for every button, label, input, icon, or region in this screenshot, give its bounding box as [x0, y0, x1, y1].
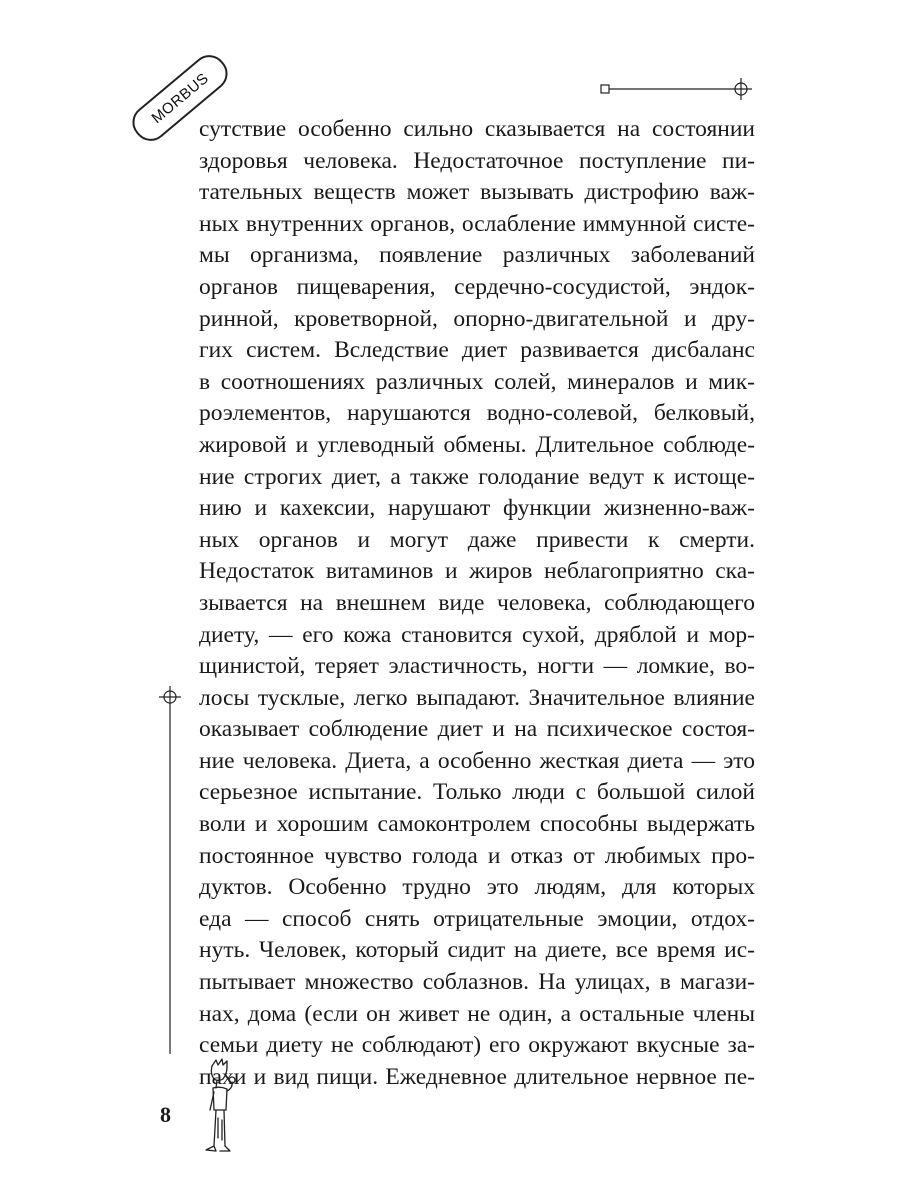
text-line: ние строгих диет, а также голодание ведут к истоще-: [199, 463, 755, 490]
text-line: нуть. Человек, который сидит на диете, все время ис-: [199, 937, 755, 964]
text-line: сутствие особенно сильно сказывается на состоянии: [199, 116, 755, 142]
text-line: еда — способ снять отрицательные эмоции, отдох-: [199, 905, 755, 932]
text-line: жировой и углеводный обмены. Длительное соблюде-: [199, 431, 755, 458]
text-line: роэлементов, нарушаются водно-солевой, белковый,: [199, 400, 755, 427]
text-line: нию и кахексии, нарушают функции жизненно-важ-: [199, 495, 755, 522]
text-line: тательных веществ может вызывать дистрофию важ-: [199, 179, 755, 206]
text-line: семьи диету не соблюдают) его окружают вкусные за-: [199, 1032, 755, 1059]
crosshair-icon: [159, 686, 181, 708]
text-line: постоянное чувство голода и отказ от любимых про-: [199, 842, 755, 869]
text-line: пахи и вид пищи. Ежедневное длительное нервное пе-: [199, 1063, 755, 1090]
text-line: диету, — его кожа становится сухой, дряблой и мор-: [199, 621, 755, 648]
crosshair-icon: [733, 78, 752, 100]
person-illustration: [196, 1058, 246, 1162]
text-line: Недостаток витаминов и жиров неблагоприятно ска-: [199, 558, 755, 585]
side-rule: [150, 680, 190, 1060]
text-line: в соотношениях различных солей, минералов и мик-: [199, 368, 755, 395]
text-line: гих систем. Вследствие диет развивается дисбаланс: [199, 337, 755, 364]
text-line: нах, дома (если он живет не один, а остальные члены: [199, 1000, 755, 1027]
rule-square-marker: [601, 85, 609, 93]
text-line: мы организма, появление различных заболеваний: [199, 242, 755, 269]
text-line: ринной, кроветворной, опорно-двигательной и дру-: [199, 305, 755, 332]
text-line: органов пищеварения, сердечно-сосудистой, эндок-: [199, 273, 755, 300]
text-line: дуктов. Особенно трудно это людям, для которых: [199, 874, 755, 901]
text-line: ных органов и могут даже привести к смерти.: [199, 526, 755, 553]
text-line: здоровья человека. Недостаточное поступление пи-: [199, 147, 755, 174]
text-line: лосы тусклые, легко выпадают. Значительное влияние: [199, 684, 755, 711]
text-line: щинистой, теряет эластичность, ногти — ломкие, во-: [199, 653, 755, 680]
body-text: [199, 114, 755, 1093]
text-line: пытывает множество соблазнов. На улицах, в магази-: [199, 969, 755, 996]
page-number: 8: [160, 1102, 171, 1127]
text-line: зывается на внешнем виде человека, соблюдающего: [199, 589, 755, 616]
text-line: ние человека. Диета, а особенно жесткая диета — это: [199, 747, 755, 774]
header-rule: [0, 0, 900, 120]
text-line: воли и хорошим самоконтролем способны выдержать: [199, 811, 755, 838]
text-line: ных внутренних органов, ослабление иммунной систе-: [199, 210, 755, 237]
text-line: серьезное испытание. Только люди с большой силой: [199, 779, 755, 806]
series-badge: MORBUS: [126, 48, 235, 148]
text-line: оказывает соблюдение диет и на психическое состоя-: [199, 716, 755, 743]
